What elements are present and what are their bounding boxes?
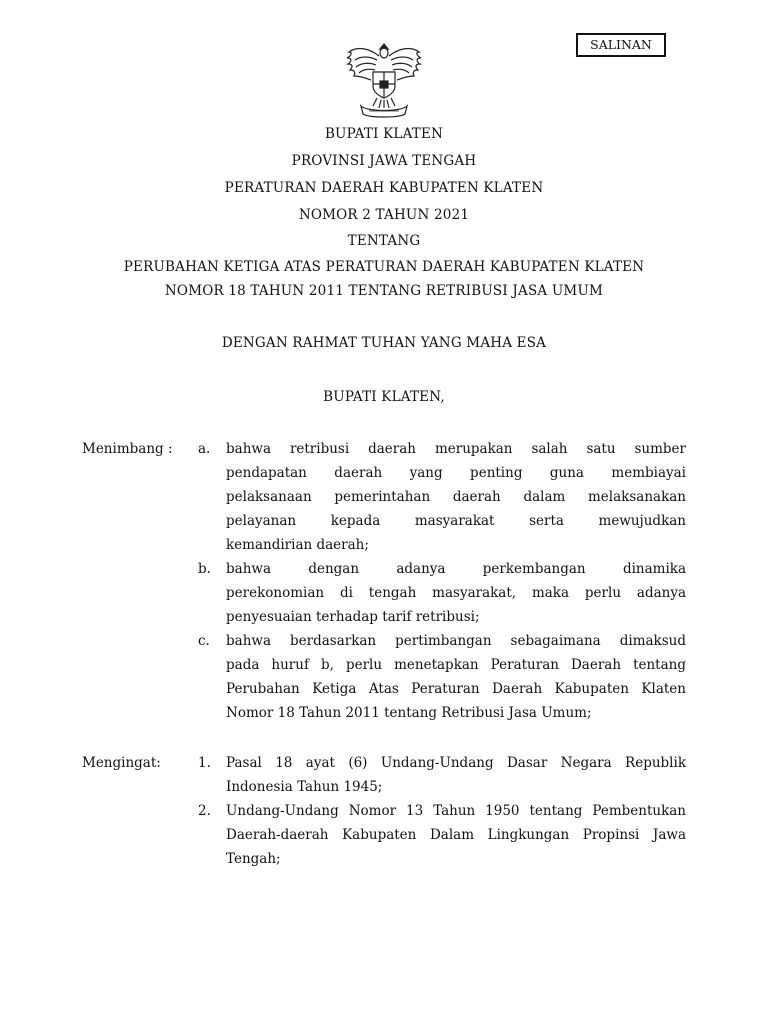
item-line: perekonomian di tengah masyarakat, maka perlu adanya — [226, 585, 686, 601]
garuda-pancasila-emblem — [343, 40, 425, 120]
item-line: bahwa retribusi daerah merupakan salah satu sumber — [226, 441, 686, 457]
item-line: bahwa dengan adanya perkembangan dinamika — [226, 561, 686, 577]
item-marker: 1. — [198, 755, 211, 771]
item-line: Tengah; — [226, 851, 281, 867]
item-marker: 2. — [198, 803, 211, 819]
salinan-stamp: SALINAN — [576, 33, 666, 57]
regulation-subject-line-2: NOMOR 18 TAHUN 2011 TENTANG RETRIBUSI JASA UMUM — [164, 283, 604, 299]
item-line: pada huruf b, perlu menetapkan Peraturan Daerah tentang — [226, 657, 686, 673]
item-line: Perubahan Ketiga Atas Peraturan Daerah Kabupaten Klaten — [226, 681, 686, 697]
regent-title: BUPATI KLATEN — [324, 126, 444, 142]
item-line: kemandirian daerah; — [226, 537, 369, 553]
regulation-subject-label: TENTANG — [347, 233, 421, 249]
item-line: pelaksanaan pemerintahan daerah dalam melaksanakan — [226, 489, 686, 505]
item-line: pendapatan daerah yang penting guna membiayai — [226, 465, 686, 481]
item-line: Nomor 18 Tahun 2011 tentang Retribusi Jasa Umum; — [226, 705, 592, 721]
invocation: DENGAN RAHMAT TUHAN YANG MAHA ESA — [221, 335, 547, 351]
province-title: PROVINSI JAWA TENGAH — [291, 153, 477, 169]
item-line: Pasal 18 ayat (6) Undang-Undang Dasar Negara Republik — [226, 755, 686, 771]
item-line: pelayanan kepada masyarakat serta mewujudkan — [226, 513, 686, 529]
regulation-title: PERATURAN DAERAH KABUPATEN KLATEN — [224, 180, 544, 196]
item-marker: b. — [198, 561, 211, 577]
item-line: bahwa berdasarkan pertimbangan sebagaimana dimaksud — [226, 633, 686, 649]
mengingat-label: Mengingat: — [82, 755, 161, 771]
item-line: Indonesia Tahun 1945; — [226, 779, 383, 795]
item-line: Undang-Undang Nomor 13 Tahun 1950 tentang Pembentukan — [226, 803, 686, 819]
regulation-subject-line-1: PERUBAHAN KETIGA ATAS PERATURAN DAERAH KABUPATEN KLATEN — [123, 259, 645, 275]
item-marker: c. — [198, 633, 210, 649]
regent-signatory: BUPATI KLATEN, — [323, 389, 445, 405]
item-line: Daerah-daerah Kabupaten Dalam Lingkungan Propinsi Jawa — [226, 827, 686, 843]
regulation-number: NOMOR 2 TAHUN 2021 — [298, 207, 470, 223]
menimbang-label: Menimbang : — [82, 441, 173, 457]
item-line: penyesuaian terhadap tarif retribusi; — [226, 609, 480, 625]
item-marker: a. — [198, 441, 211, 457]
